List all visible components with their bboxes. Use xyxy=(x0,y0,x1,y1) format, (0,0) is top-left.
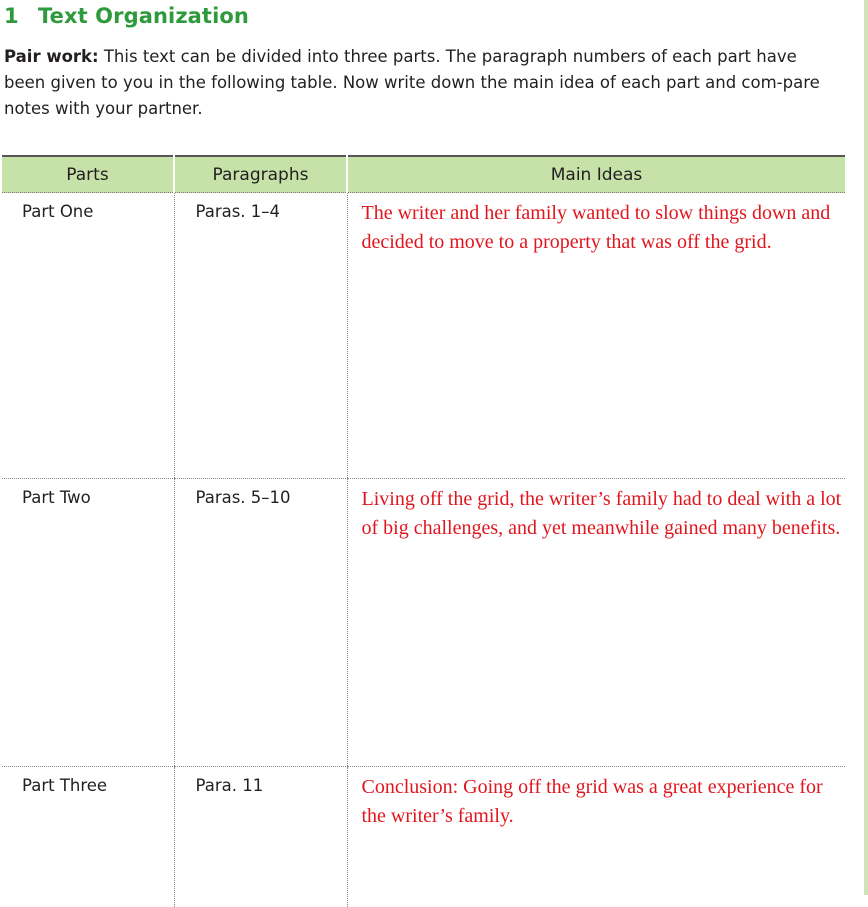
table-row xyxy=(2,767,845,907)
main-idea-answer: Living off the grid, the writer’s family had to deal with a lot of big challenges, and yet meanwhile gained many benefits. xyxy=(348,479,846,543)
table-header-row xyxy=(2,156,845,193)
paragraphs-label: Paras. 1–4 xyxy=(175,193,347,221)
main-idea-answer: Conclusion: Going off the grid was a great experience for the writer’s family. xyxy=(348,767,846,831)
part-cell xyxy=(2,193,174,479)
instructions xyxy=(4,44,834,122)
text-organization-table xyxy=(2,155,845,907)
column-header-parts: Parts xyxy=(2,156,174,193)
part-cell xyxy=(2,767,174,907)
paragraphs-cell xyxy=(174,767,347,907)
paragraphs-cell xyxy=(174,193,347,479)
section-number: 1 xyxy=(4,4,38,28)
part-cell xyxy=(2,479,174,767)
part-label: Part One xyxy=(2,193,174,221)
table-row xyxy=(2,479,845,767)
instructions-lead: Pair work: xyxy=(4,47,99,66)
paragraphs-label: Para. 11 xyxy=(175,767,347,795)
table-row xyxy=(2,193,845,479)
main-idea-cell xyxy=(347,479,845,767)
part-label: Part Two xyxy=(2,479,174,507)
column-header-main-ideas: Main Ideas xyxy=(347,156,845,193)
part-label: Part Three xyxy=(2,767,174,795)
main-idea-cell xyxy=(347,193,845,479)
section-heading xyxy=(4,4,249,28)
paragraphs-cell xyxy=(174,479,347,767)
main-idea-answer: The writer and her family wanted to slow things down and decided to move to a property that was off the grid. xyxy=(348,193,846,257)
main-idea-cell xyxy=(347,767,845,907)
page-edge-strip xyxy=(864,0,868,895)
column-header-paragraphs: Paragraphs xyxy=(174,156,347,193)
paragraphs-label: Paras. 5–10 xyxy=(175,479,347,507)
section-title: Text Organization xyxy=(38,4,249,28)
instructions-text: This text can be divided into three parts. The paragraph numbers of each part have been given to you in the following table. Now write down the main idea of each part and com-pare notes with your partner. xyxy=(4,47,820,118)
